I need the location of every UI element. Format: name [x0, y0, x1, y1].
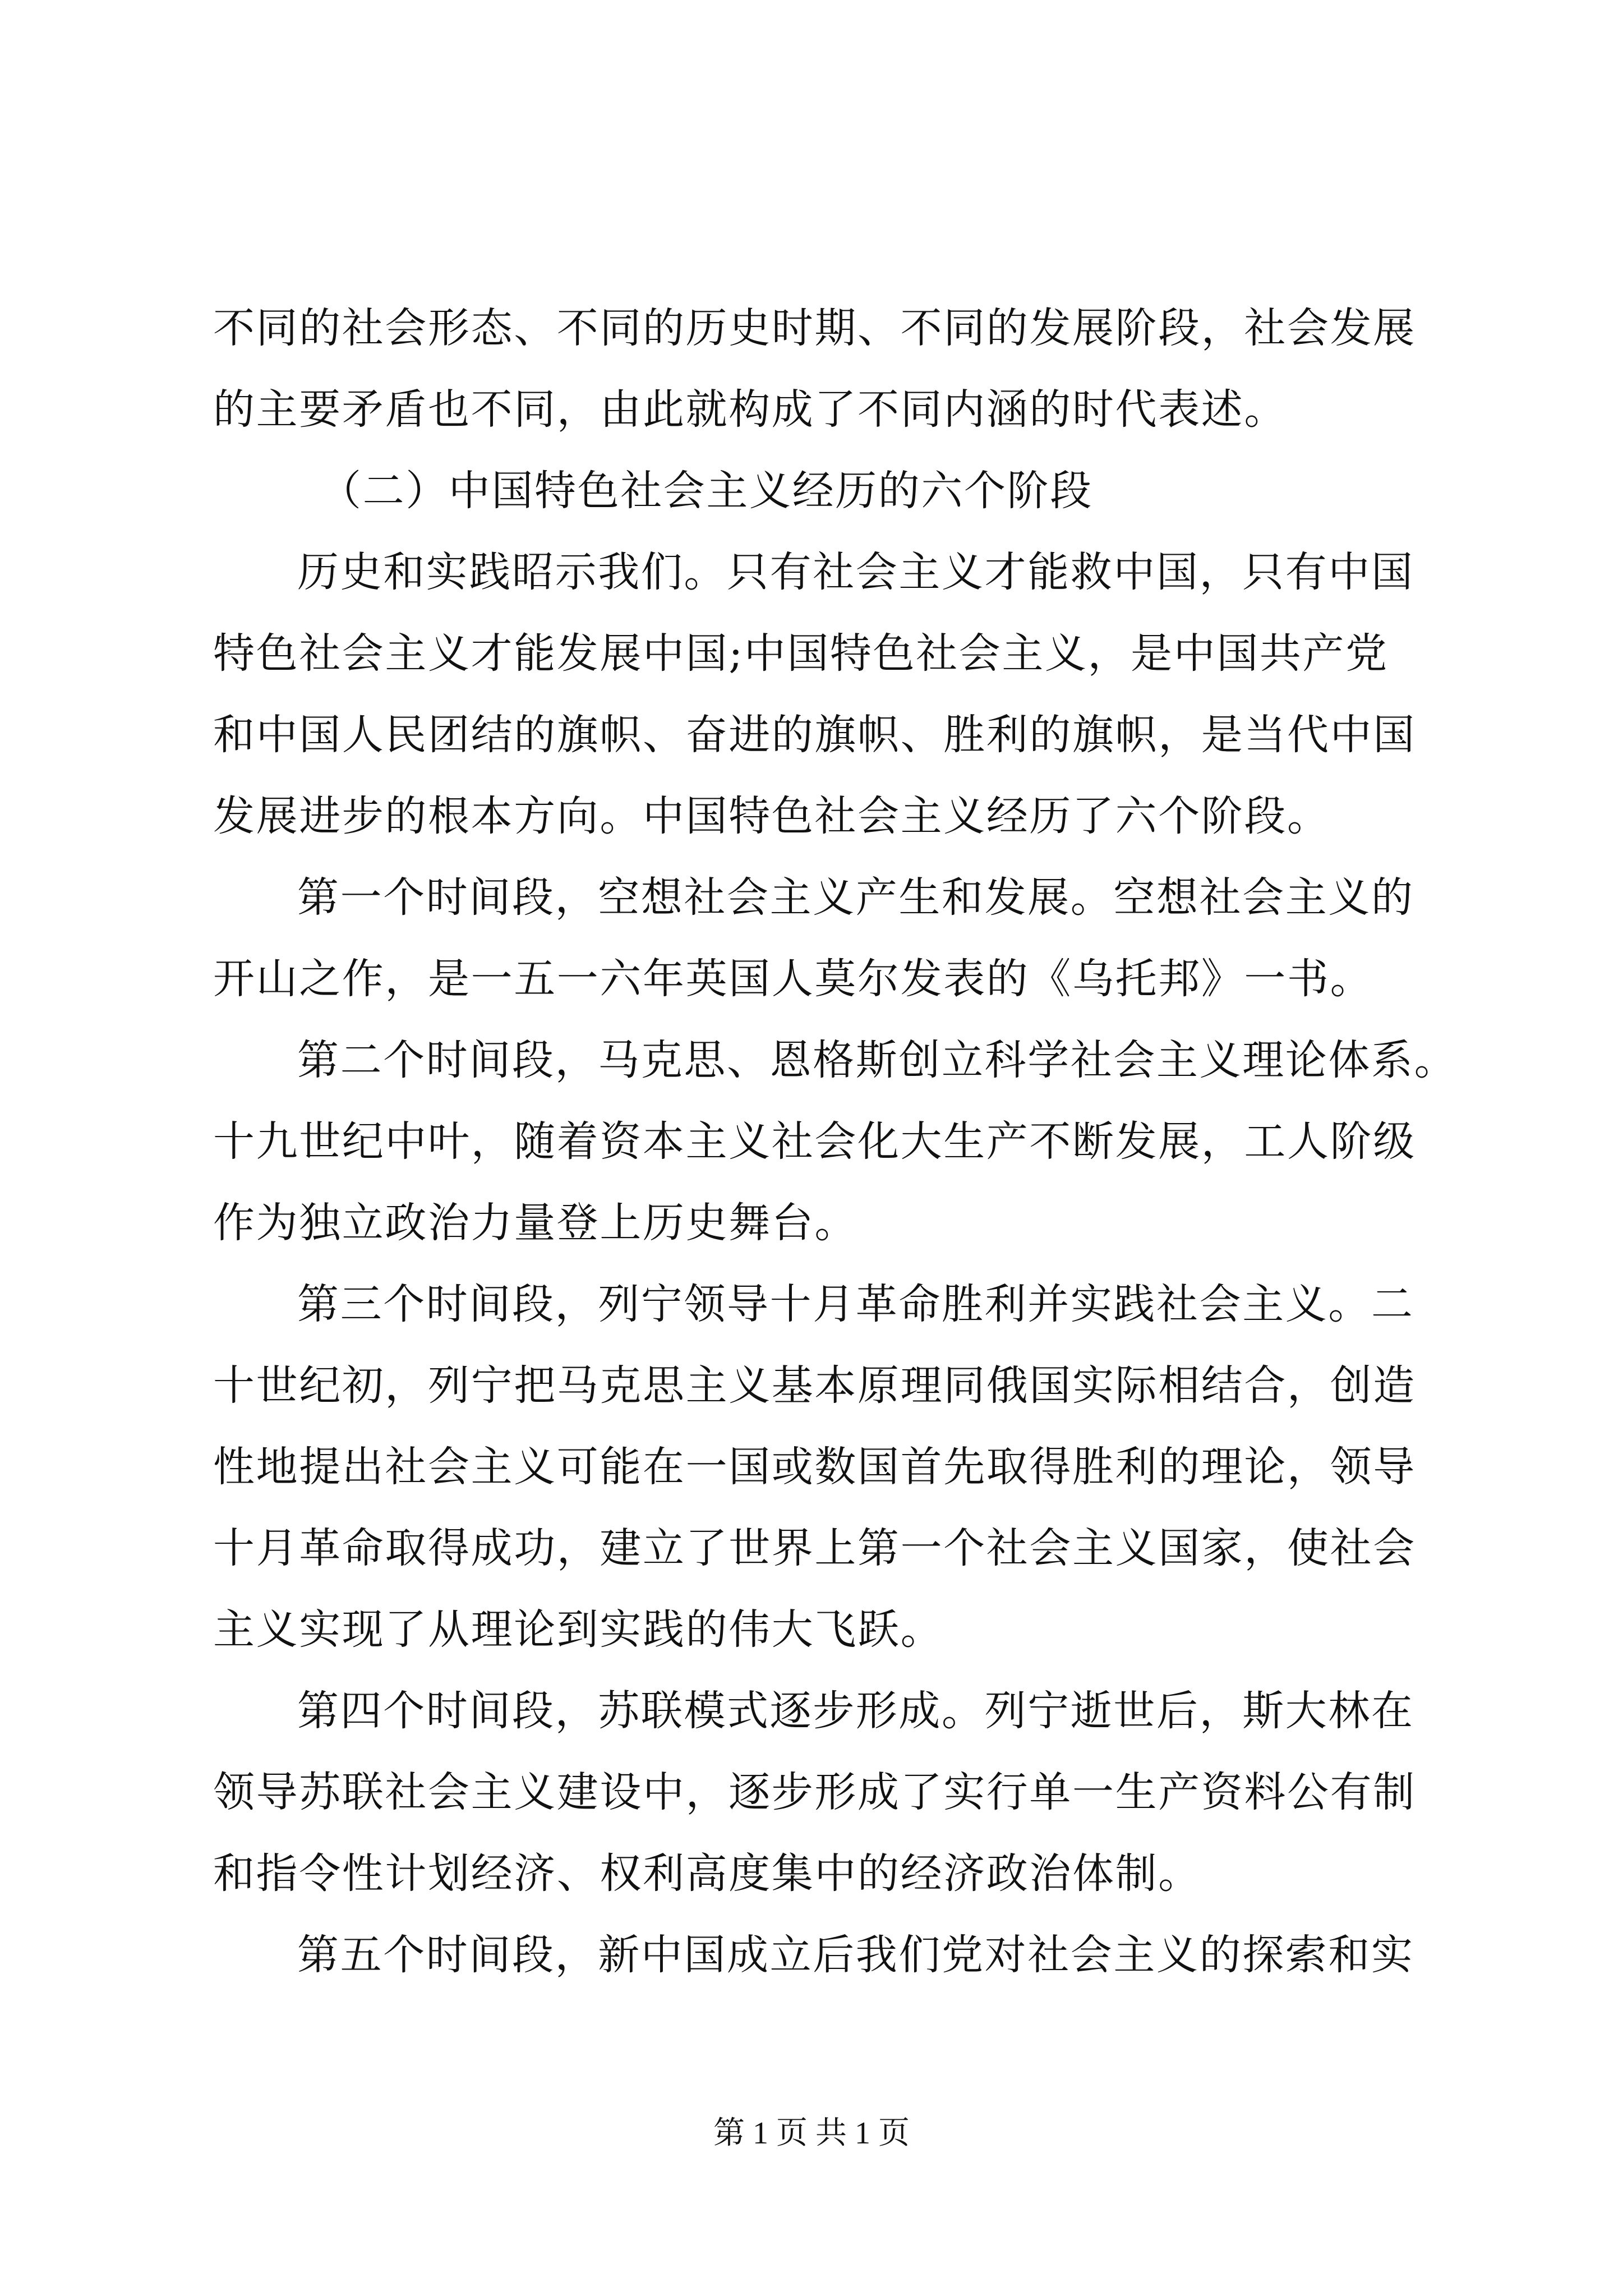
text-line: 性地提出社会主义可能在一国或数国首先取得胜利的理论，领导: [213, 1443, 1416, 1491]
text-line: 特色社会主义才能发展中国;中国特色社会主义，是中国共产党: [213, 629, 1389, 678]
paragraph-first-line: 第五个时间段，新中国成立后我们党对社会主义的探索和实: [297, 1931, 1414, 1979]
paragraph-first-line: 历史和实践昭示我们。只有社会主义才能救中国，只有中国: [297, 548, 1414, 596]
text-line: 作为独立政治力量登上历史舞台。: [213, 1199, 857, 1247]
text-line: 和中国人民团结的旗帜、奋进的旗帜、胜利的旗帜，是当代中国: [213, 711, 1416, 759]
text-line: 主义实现了从理论到实践的伟大飞跃。: [213, 1605, 944, 1654]
section-heading: （二）中国特色社会主义经历的六个阶段: [320, 467, 1093, 515]
text-line: 十月革命取得成功，建立了世界上第一个社会主义国家，使社会: [213, 1524, 1416, 1572]
text-line: 的主要矛盾也不同，由此就构成了不同内涵的时代表述。: [213, 385, 1287, 434]
text-line: 发展进步的根本方向。中国特色社会主义经历了六个阶段。: [213, 792, 1330, 840]
paragraph-first-line: 第四个时间段，苏联模式逐步形成。列宁逝世后，斯大林在: [297, 1687, 1414, 1735]
text-line: 开山之作，是一五一六年英国人莫尔发表的《乌托邦》一书。: [213, 955, 1373, 1003]
paragraph-first-line: 第二个时间段，马克思、恩格斯创立科学社会主义理论体系。: [297, 1036, 1458, 1084]
text-line: 十世纪初，列宁把马克思主义基本原理同俄国实际相结合，创造: [213, 1361, 1416, 1410]
text-line: 十九世纪中叶，随着资本主义社会化大生产不断发展，工人阶级: [213, 1117, 1416, 1166]
text-line: 和指令性计划经济、权利高度集中的经济政治体制。: [213, 1849, 1201, 1898]
page-number-footer: 第 1 页 共 1 页: [713, 2116, 910, 2151]
text-line: 领导苏联社会主义建设中，逐步形成了实行单一生产资料公有制: [213, 1768, 1416, 1816]
paragraph-first-line: 第一个时间段，空想社会主义产生和发展。空想社会主义的: [297, 873, 1414, 922]
paragraph-first-line: 第三个时间段，列宁领导十月革命胜利并实践社会主义。二: [297, 1280, 1414, 1328]
document-body: [213, 300, 1458, 2008]
text-line: 不同的社会形态、不同的历史时期、不同的发展阶段，社会发展: [213, 304, 1416, 352]
